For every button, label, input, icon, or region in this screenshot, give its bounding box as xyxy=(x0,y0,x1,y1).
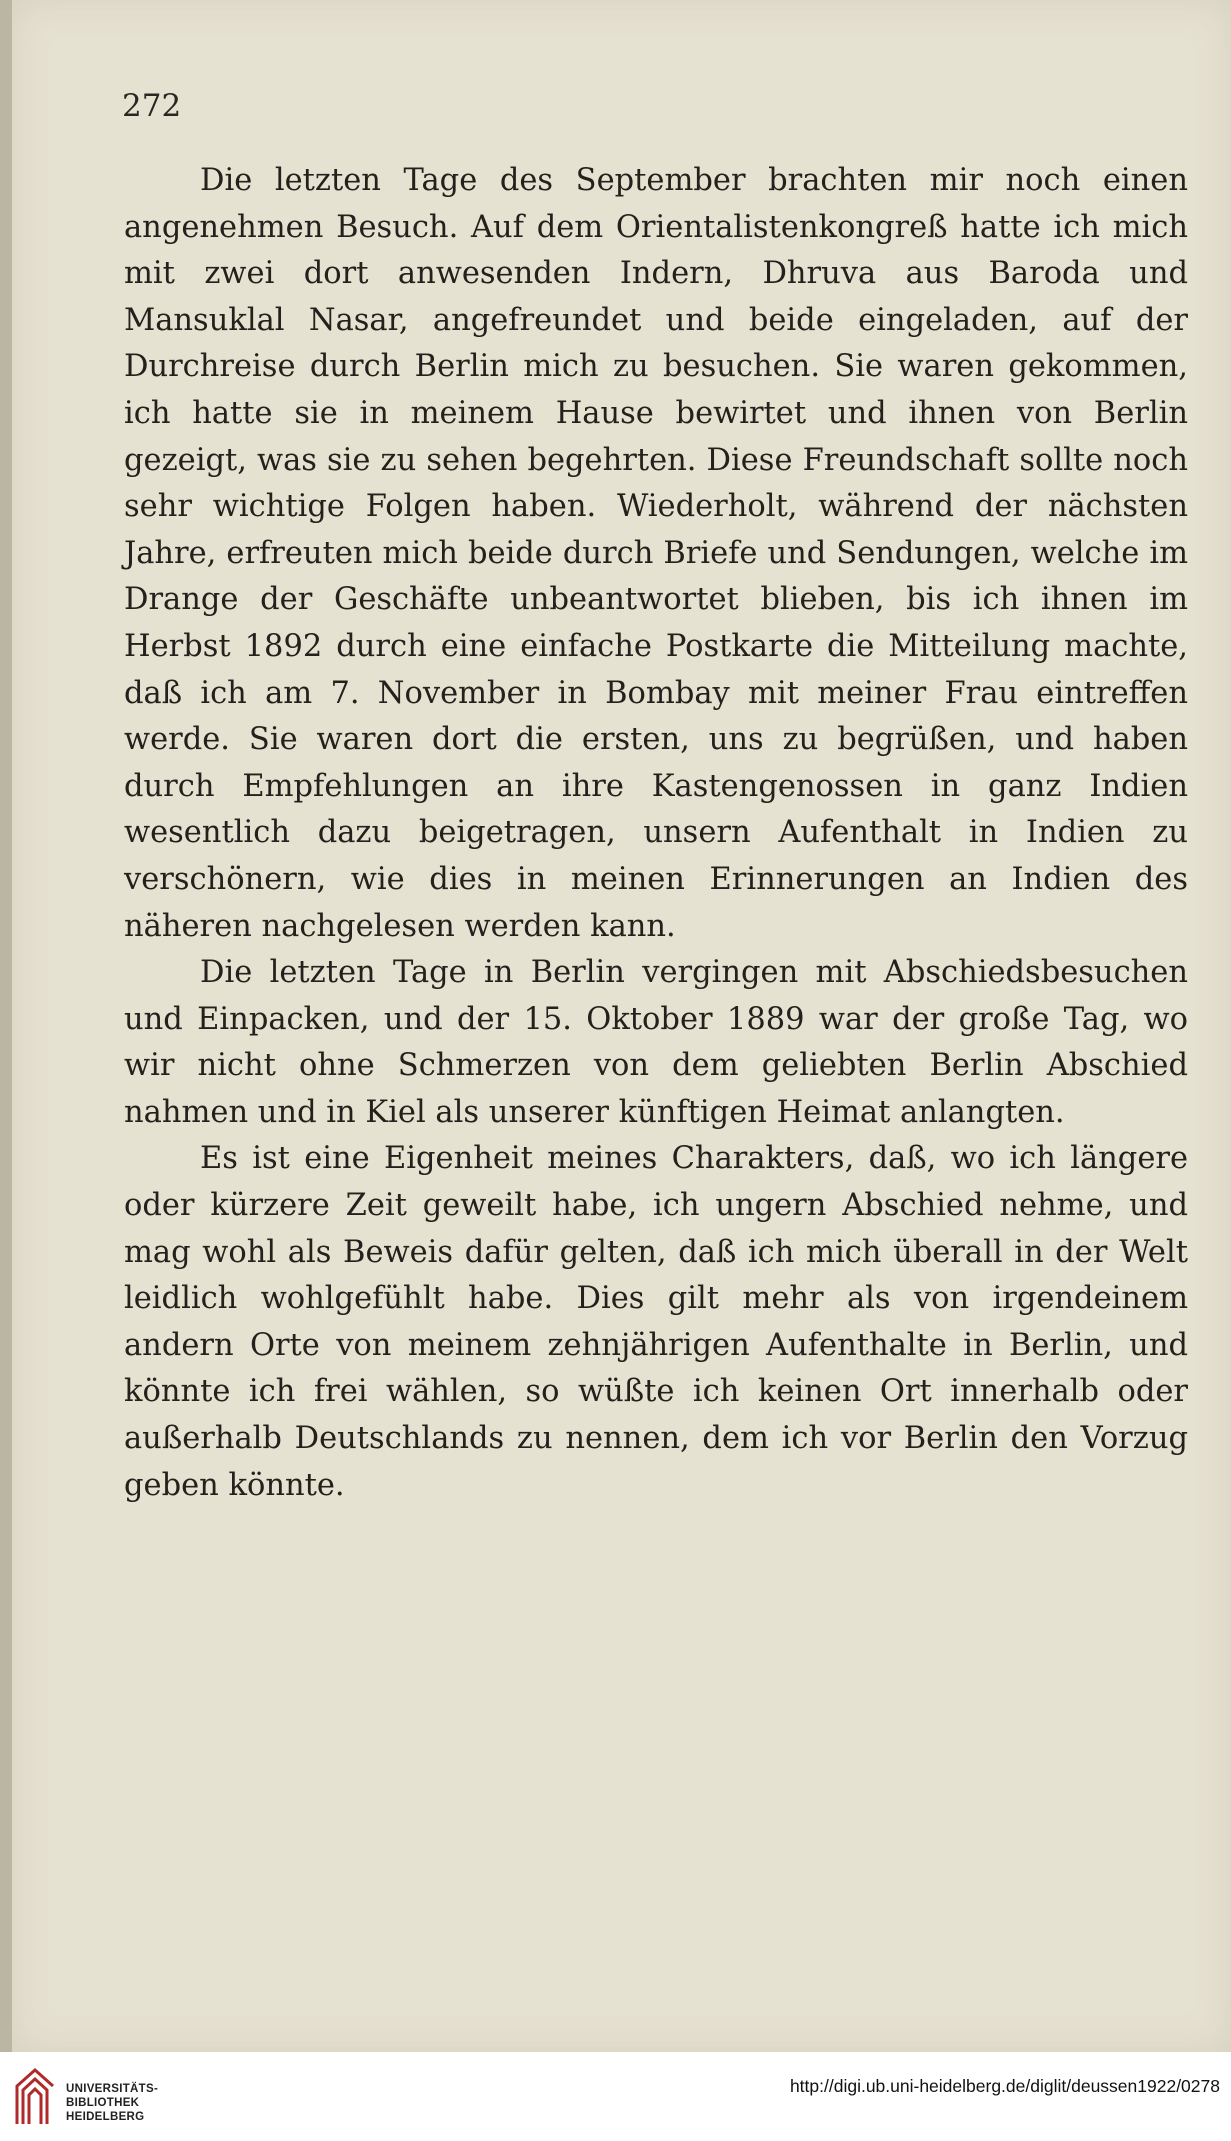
library-name-line: BIBLIOTHEK xyxy=(66,2097,140,2109)
source-url[interactable]: http://digi.ub.uni-heidelberg.de/diglit/deussen1922/0278 xyxy=(789,2076,1220,2096)
paragraph: Es ist eine Eigenheit meines Charakters, daß, wo ich längere oder kürzere Zeit geweilt habe, ich ungern Abschied nehme, und mag wohl als Beweis dafür gelten, daß ich mich überall in der Welt leidlich wohlgefühlt habe. Dies gilt mehr als von irgendeinem andern Orte von meinem zehnjährigen Aufenthalte in Berlin, und könnte ich frei wählen, so wüßte ich keinen Ort innerhalb oder außerhalb Deutschlands zu nennen, dem ich vor Berlin den Vorzug geben könnte. xyxy=(124,1141,1188,1503)
page-number: 272 xyxy=(122,88,182,124)
library-name-line: HEIDELBERG xyxy=(66,2111,145,2123)
document-page xyxy=(12,0,1231,2052)
page-text xyxy=(124,158,1188,1509)
library-name xyxy=(66,2082,158,2124)
library-name-line: UNIVERSITÄTS- xyxy=(66,2083,159,2095)
library-logo[interactable] xyxy=(12,2064,158,2126)
heidelberg-library-logo-icon xyxy=(12,2064,58,2126)
paragraph: Die letzten Tage in Berlin vergingen mit Abschiedsbesuchen und Einpacken, und der 15. Oktober 1889 war der große Tag, wo wir nicht ohne Schmerzen von dem geliebten Berlin Abschied nahmen und in Kiel als unserer künftigen Heimat anlangten. xyxy=(124,955,1188,1130)
paragraph: Die letzten Tage des September brachten mir noch einen angenehmen Besuch. Auf dem Orientalistenkongreß hatte ich mich mit zwei dort anwesenden Indern, Dhruva aus Baroda und Mansuklal Nasar, angefreundet und beide eingeladen, auf der Durchreise durch Berlin mich zu besuchen. Sie waren gekommen, ich hatte sie in meinem Hause bewirtet und ihnen von Berlin gezeigt, was sie zu sehen begehrten. Diese Freundschaft sollte noch sehr wichtige Folgen haben. Wiederholt, während der nächsten Jahre, erfreuten mich beide durch Briefe und Sendungen, welche im Drange der Geschäfte unbeantwortet blieben, bis ich ihnen im Herbst 1892 durch eine einfache Postkarte die Mitteilung machte, daß ich am 7. November in Bombay mit meiner Frau eintreffen werde. Sie waren dort die ersten, uns zu begrüßen, und haben durch Empfehlungen an ihre Kastengenossen in ganz Indien wesentlich dazu beigetragen, unsern Aufenthalt in Indien zu verschönern, wie dies in meinen Erinnerungen an Indien des näheren nachgelesen werden kann. xyxy=(124,163,1188,944)
viewer-footer xyxy=(0,2052,1231,2141)
